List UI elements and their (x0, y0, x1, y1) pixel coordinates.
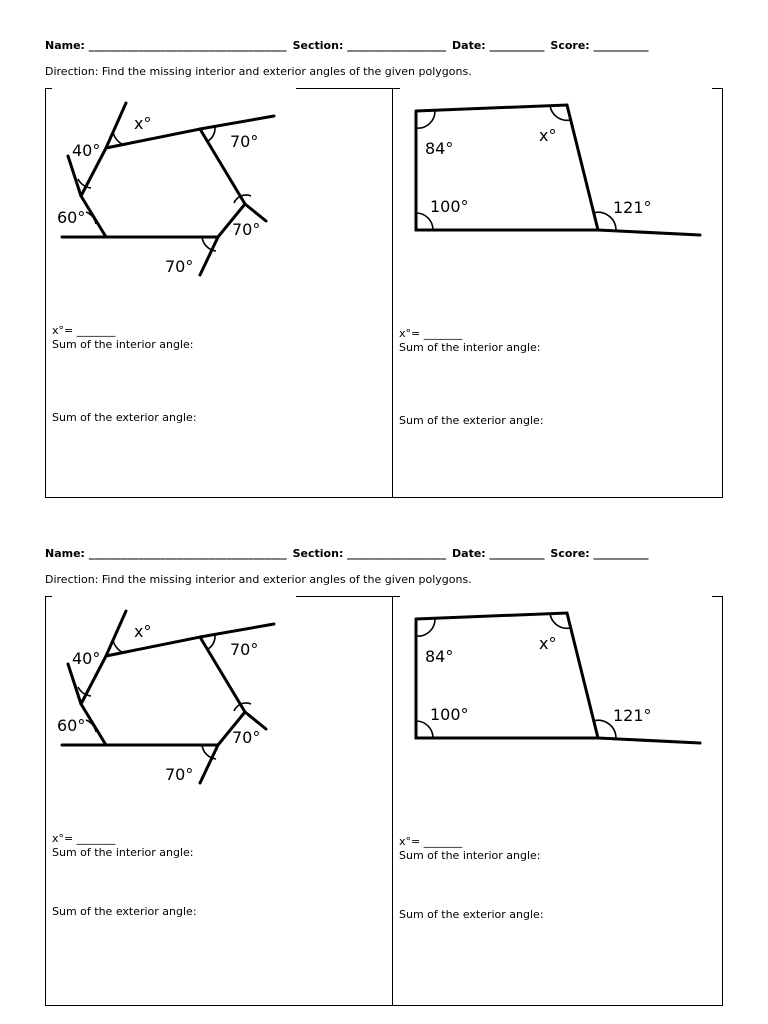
section-field[interactable]: Section: __________________ (292, 547, 447, 560)
border-gap (400, 87, 712, 90)
angle-40-label: 40° (72, 649, 101, 668)
angle-x-label: x° (134, 622, 152, 641)
name-field[interactable]: Name: ____________________________________ (45, 39, 287, 52)
x-answer-field[interactable]: x°= _______ (52, 324, 116, 337)
angle-70-right-label: 70° (232, 728, 261, 747)
header-line (45, 547, 725, 560)
angle-70-bottom-label: 70° (165, 257, 194, 276)
interior-sum-prompt: Sum of the interior angle: (399, 849, 541, 862)
angle-100-label: 100° (430, 197, 469, 216)
x-answer-field[interactable]: x°= _______ (52, 832, 116, 845)
angle-100-label: 100° (430, 705, 469, 724)
x-answer-field[interactable]: x°= _______ (399, 327, 463, 340)
quadrilateral-figure (405, 95, 710, 245)
exterior-sum-prompt: Sum of the exterior angle: (399, 908, 544, 921)
angle-70-top-label: 70° (230, 640, 259, 659)
angle-121-label: 121° (613, 706, 652, 725)
border-gap (52, 595, 296, 598)
score-field[interactable]: Score: __________ (550, 39, 649, 52)
angle-60-label: 60° (57, 208, 86, 227)
score-field[interactable]: Score: __________ (550, 547, 649, 560)
angle-70-top-label: 70° (230, 132, 259, 151)
date-field[interactable]: Date: __________ (452, 39, 545, 52)
worksheet-1 (0, 0, 768, 500)
name-field[interactable]: Name: ____________________________________ (45, 547, 287, 560)
hexagon-figure (50, 603, 290, 793)
hexagon-figure (50, 95, 290, 285)
direction-text: Direction: Find the missing interior and exterior angles of the given polygons. (45, 573, 472, 586)
angle-70-bottom-label: 70° (165, 765, 194, 784)
x-answer-field[interactable]: x°= _______ (399, 835, 463, 848)
section-field[interactable]: Section: __________________ (292, 39, 447, 52)
quadrilateral-figure (405, 603, 710, 753)
border-gap (400, 595, 712, 598)
exterior-sum-prompt: Sum of the exterior angle: (52, 905, 197, 918)
angle-121-label: 121° (613, 198, 652, 217)
interior-sum-prompt: Sum of the interior angle: (52, 338, 194, 351)
angle-84-label: 84° (425, 139, 454, 158)
angle-60-label: 60° (57, 716, 86, 735)
border-gap (52, 87, 296, 90)
exterior-sum-prompt: Sum of the exterior angle: (52, 411, 197, 424)
worksheet-2 (0, 508, 768, 1008)
exterior-sum-prompt: Sum of the exterior angle: (399, 414, 544, 427)
interior-sum-prompt: Sum of the interior angle: (399, 341, 541, 354)
header-line (45, 39, 725, 52)
angle-70-right-label: 70° (232, 220, 261, 239)
angle-x-label: x° (539, 634, 557, 653)
angle-40-label: 40° (72, 141, 101, 160)
date-field[interactable]: Date: __________ (452, 547, 545, 560)
angle-x-label: x° (539, 126, 557, 145)
angle-x-label: x° (134, 114, 152, 133)
interior-sum-prompt: Sum of the interior angle: (52, 846, 194, 859)
direction-text: Direction: Find the missing interior and exterior angles of the given polygons. (45, 65, 472, 78)
angle-84-label: 84° (425, 647, 454, 666)
